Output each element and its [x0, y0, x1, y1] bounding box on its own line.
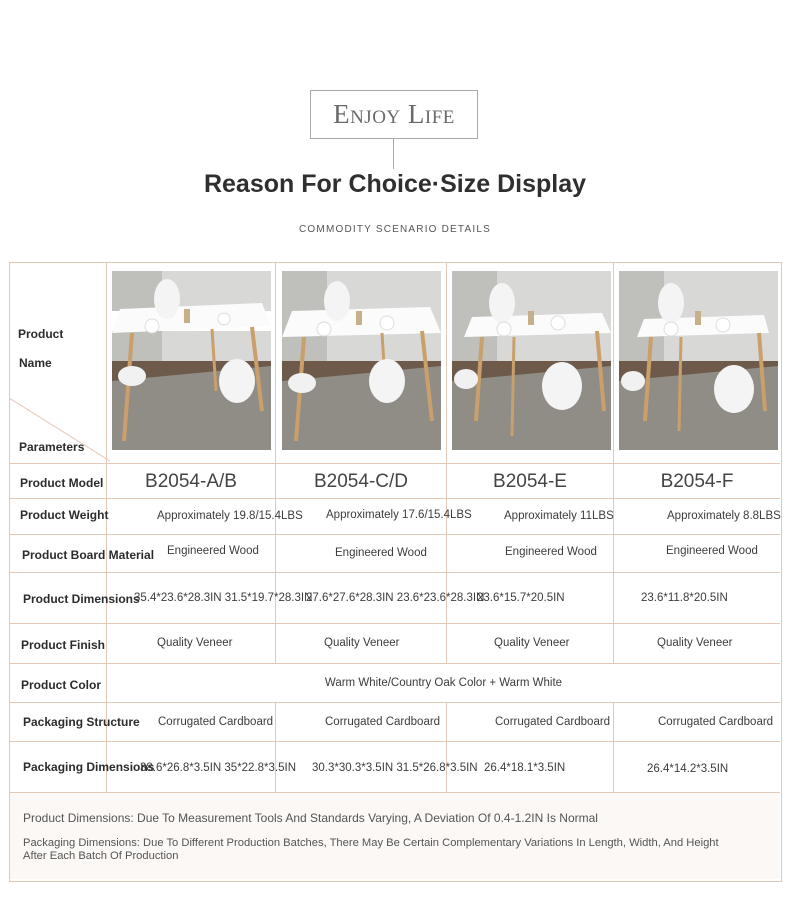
dimensions-a-b: 35.4*23.6*28.3IN 31.5*19.7*28.3IN [134, 592, 313, 604]
label-board-material: Product Board Material [22, 548, 155, 562]
badge-text: Enjoy Life [333, 99, 455, 129]
header-parameters-label: Parameters [19, 440, 85, 454]
packaging-dimensions-c-d: 30.3*30.3*3.5IN 31.5*26.8*3.5IN [312, 762, 478, 774]
row-divider [10, 534, 780, 535]
finish-a-b: Quality Veneer [157, 637, 233, 649]
label-product-finish: Product Finish [21, 638, 105, 652]
column-divider [275, 702, 276, 792]
row-divider [10, 663, 780, 664]
packaging-structure-c-d: Corrugated Cardboard [325, 716, 441, 728]
weight-f: Approximately 8.8LBS [667, 510, 781, 522]
finish-c-d: Quality Veneer [324, 637, 400, 649]
weight-e: Approximately 11LBS [504, 510, 614, 522]
column-divider [106, 263, 107, 792]
model-a-b: B2054-A/B [145, 471, 237, 492]
column-divider [446, 702, 447, 792]
label-packaging-structure: Packaging Structure [23, 715, 140, 729]
enjoy-life-badge [310, 90, 478, 139]
packaging-dimensions-a-b: 38.6*26.8*3.5IN 35*22.8*3.5IN [140, 762, 297, 774]
packaging-dimensions-e: 26.4*18.1*3.5IN [484, 762, 566, 774]
header-product-label: Product [18, 327, 64, 341]
product-photo-e [452, 271, 611, 450]
color-value: Warm White/Country Oak Color + Warm White [324, 677, 563, 689]
packaging-dimensions-f: 26.4*14.2*3.5IN [647, 763, 729, 775]
model-f: B2054-F [660, 471, 734, 492]
row-divider [10, 623, 780, 624]
board-f: Engineered Wood [666, 545, 758, 557]
notes-panel [10, 793, 780, 879]
packaging-structure-a-b: Corrugated Cardboard [158, 716, 274, 728]
header-name-label: Name [19, 356, 52, 370]
model-c-d: B2054-C/D [314, 471, 408, 492]
product-photo-c-d [282, 271, 441, 450]
row-divider [10, 463, 780, 464]
label-product-dimensions: Product Dimensions [23, 592, 140, 606]
dimensions-f: 23.6*11.8*20.5IN [641, 592, 728, 604]
packaging-structure-e: Corrugated Cardboard [495, 716, 611, 728]
badge-connector [393, 138, 394, 169]
column-divider [613, 702, 614, 792]
dimensions-c-d: 27.6*27.6*28.3IN 23.6*23.6*28.3IN [306, 592, 485, 604]
board-a-b: Engineered Wood [167, 545, 259, 557]
column-divider [613, 263, 614, 663]
dimensions-e: 23.6*15.7*20.5IN [477, 592, 565, 604]
label-product-color: Product Color [21, 678, 101, 692]
page-title: Reason For Choice·Size Display [203, 170, 587, 198]
packaging-structure-f: Corrugated Cardboard [658, 716, 774, 728]
page-subtitle: COMMODITY SCENARIO DETAILS [299, 224, 491, 235]
finish-e: Quality Veneer [494, 637, 570, 649]
note-packaging-dimensions: Packaging Dimensions: Due To Different Production Batches, There May Be Certain Complementary Variations In Length, Width, And Height After Each Batch Of Production [23, 837, 719, 862]
row-divider [10, 572, 780, 573]
board-c-d: Engineered Wood [335, 547, 427, 559]
model-e: B2054-E [493, 471, 567, 492]
row-divider [10, 741, 780, 742]
product-photo-a-b [112, 271, 271, 450]
row-divider [10, 702, 780, 703]
product-photo-f [619, 271, 778, 450]
weight-a-b: Approximately 19.8/15.4LBS [157, 510, 303, 522]
weight-c-d: Approximately 17.6/15.4LBS [326, 509, 472, 521]
label-packaging-dimensions: Packaging Dimensions [23, 760, 155, 774]
finish-f: Quality Veneer [657, 637, 733, 649]
note-product-dimensions: Product Dimensions: Due To Measurement Tools And Standards Varying, A Deviation Of 0.4-1.2IN Is Normal [23, 811, 598, 825]
label-product-model: Product Model [20, 476, 104, 490]
row-divider [10, 498, 780, 499]
label-product-weight: Product Weight [20, 508, 109, 522]
board-e: Engineered Wood [505, 546, 597, 558]
